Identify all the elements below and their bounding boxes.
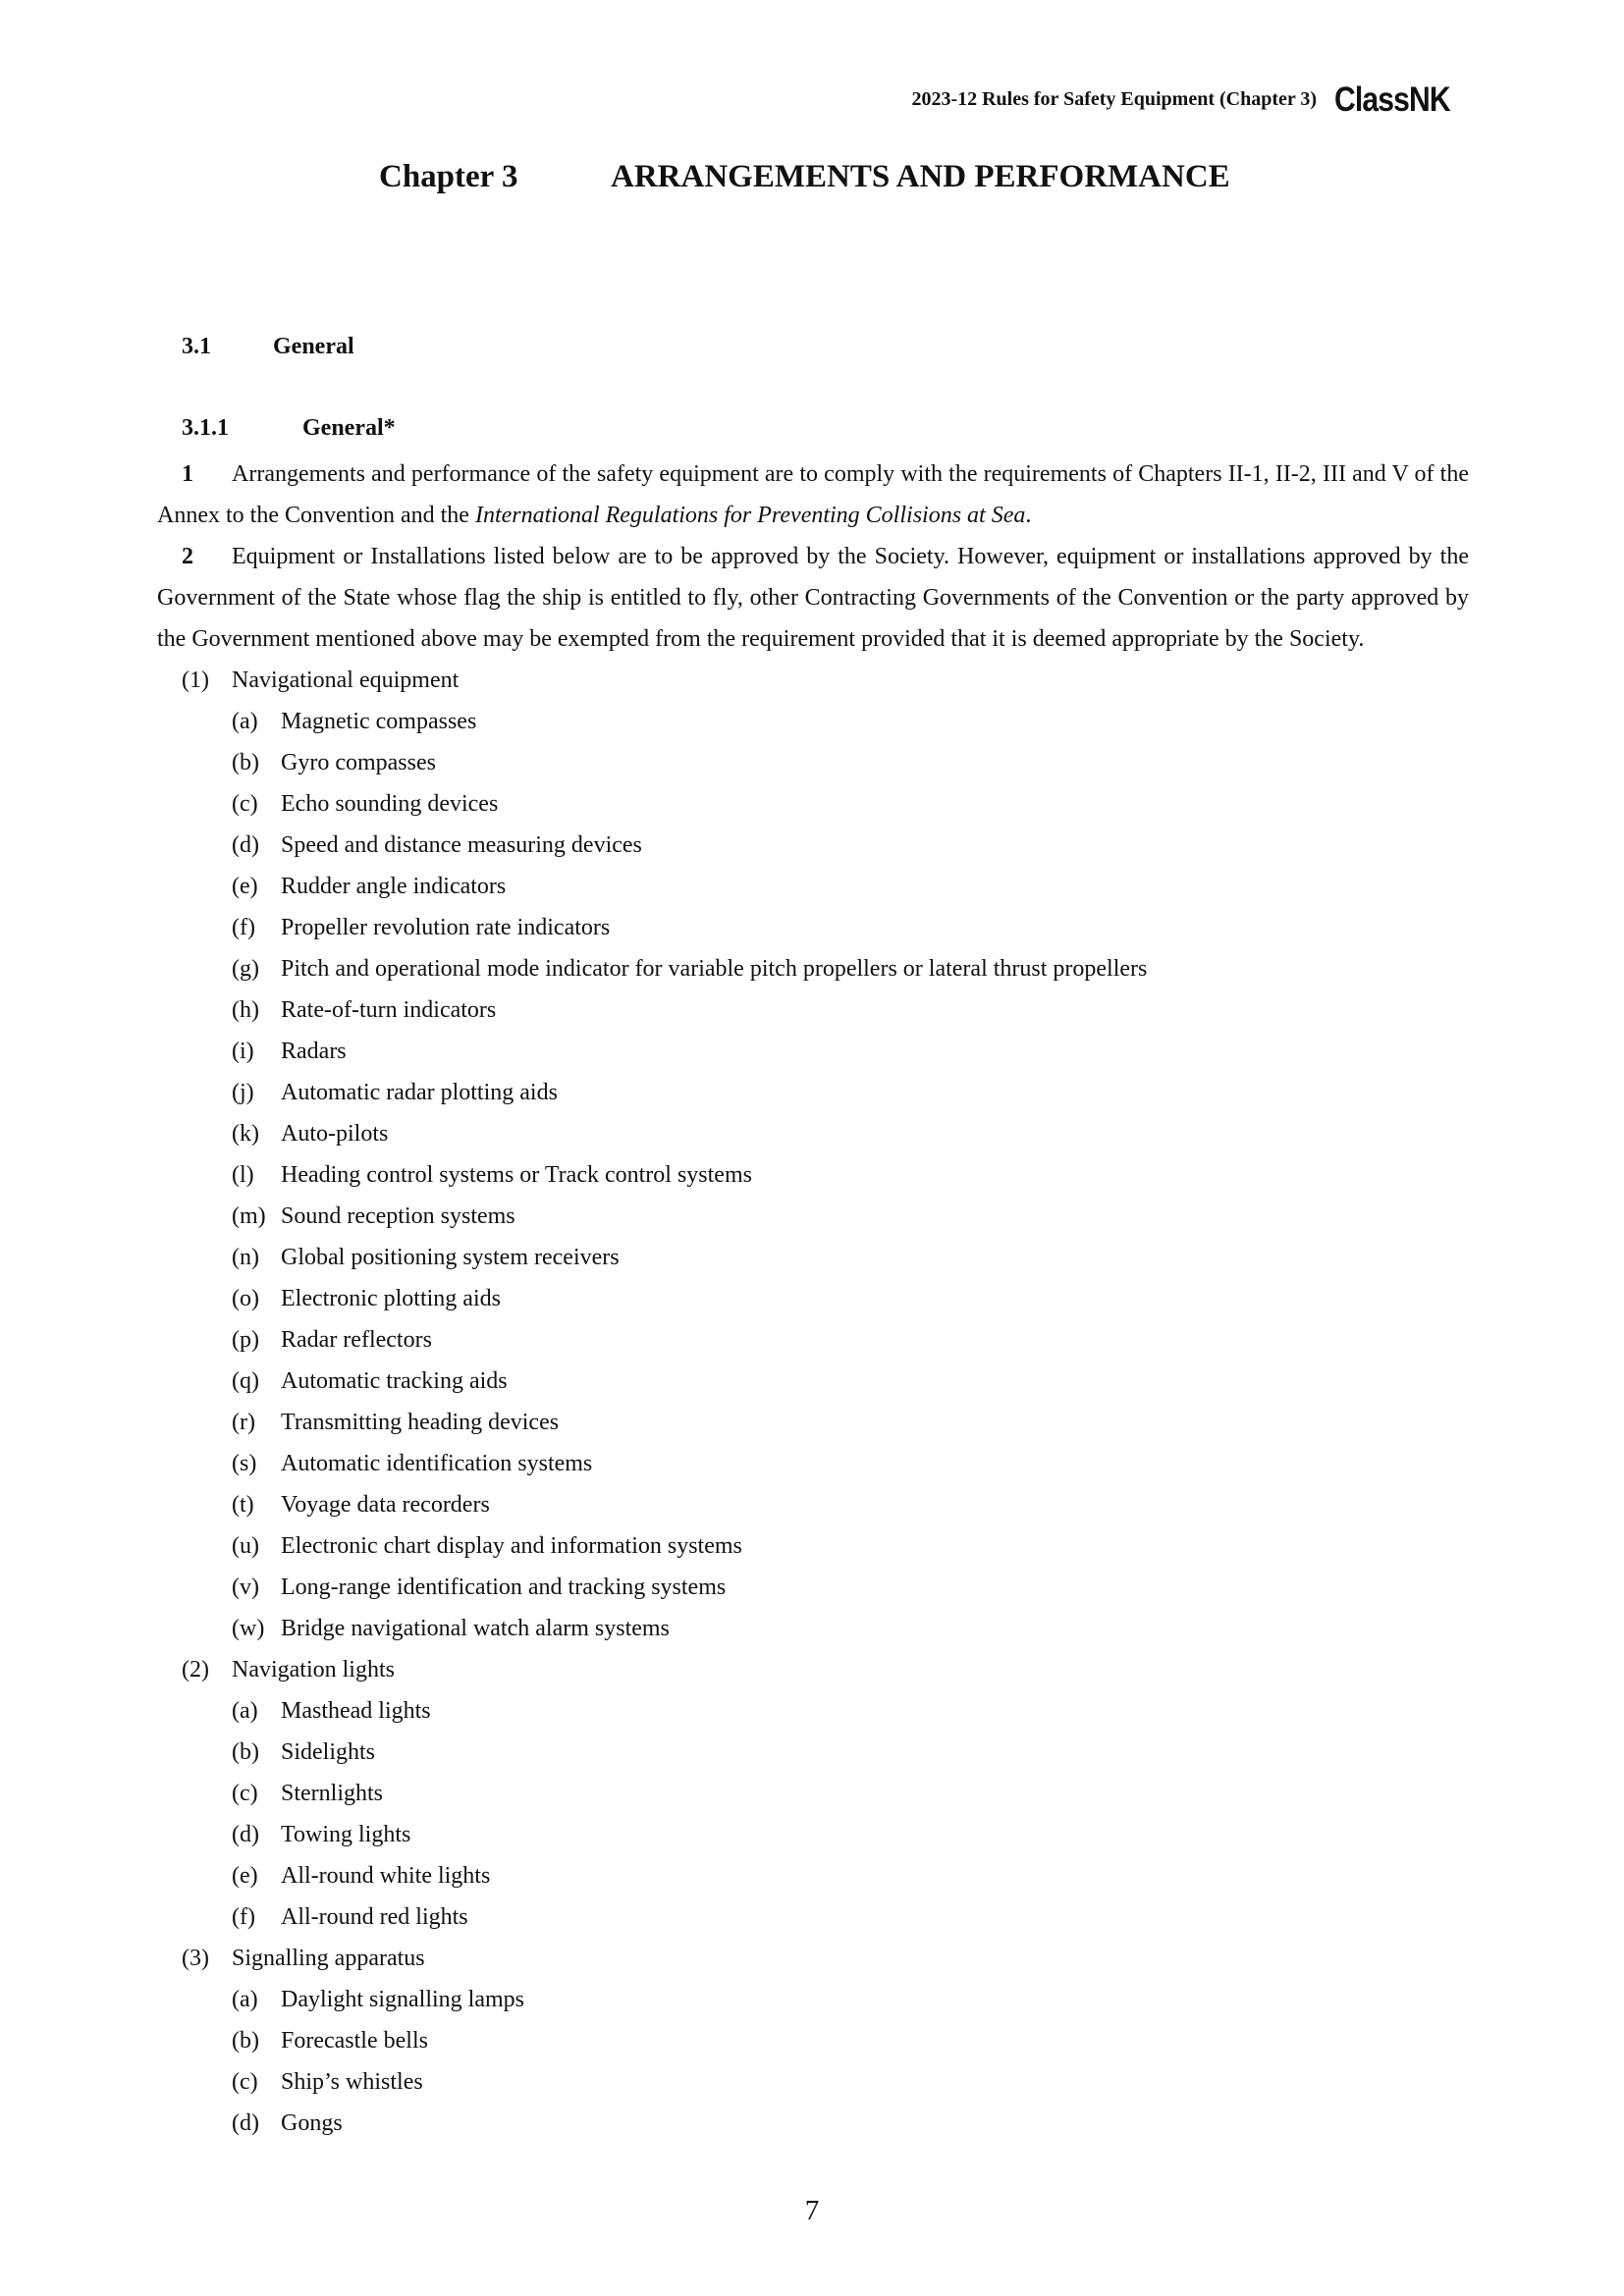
list-item-marker: (b) <box>232 1739 259 1765</box>
paragraph-tail: . <box>1025 503 1032 528</box>
list-item-label: Rate-of-turn indicators <box>281 997 497 1023</box>
list-item-marker: (e) <box>232 1863 258 1889</box>
paragraph-number: 1 <box>182 461 193 487</box>
list-item-label: Gongs <box>281 2110 343 2136</box>
list-item <box>157 2061 1469 2103</box>
list-item <box>157 1361 1469 1402</box>
list-item <box>157 1154 1469 1196</box>
list-item <box>157 825 1469 866</box>
list-item-marker: (a) <box>232 1698 258 1724</box>
list-group <box>157 1938 1469 1979</box>
list-item-label: Towing lights <box>281 1822 411 1847</box>
list-item <box>157 1814 1469 1855</box>
list-item <box>157 1443 1469 1484</box>
list-item-label: Sternlights <box>281 1781 384 1806</box>
list-group <box>157 660 1469 701</box>
list-item <box>157 1319 1469 1361</box>
list-item-label: Bridge navigational watch alarm systems <box>281 1616 670 1641</box>
list-group-marker: (1) <box>182 667 209 693</box>
list-item-label: Masthead lights <box>281 1698 431 1724</box>
list-item <box>157 1072 1469 1113</box>
list-item-marker: (c) <box>232 791 258 817</box>
list-item-label: Sidelights <box>281 1739 376 1765</box>
list-item-marker: (e) <box>232 874 258 899</box>
list-item <box>157 989 1469 1031</box>
list-item-marker: (k) <box>232 1121 259 1147</box>
list-item-label: Automatic radar plotting aids <box>281 1080 558 1105</box>
list-item-marker: (b) <box>232 2028 259 2054</box>
list-item <box>157 1896 1469 1938</box>
paragraph-text: Arrangements and performance of the safety equipment are to comply with the requirements of Chapters II-1, II-2, III and V of the Annex to the Convention and the <box>157 461 1469 528</box>
equipment-list <box>157 660 1469 2144</box>
list-item <box>157 1855 1469 1896</box>
list-item <box>157 1567 1469 1608</box>
list-item-marker: (g) <box>232 956 259 982</box>
list-item-marker: (d) <box>232 1822 259 1847</box>
list-item-label: Pitch and operational mode indicator for variable pitch propellers or lateral thrust propellers <box>281 956 1148 982</box>
list-item <box>157 1979 1469 2020</box>
subsection-heading: General* <box>302 415 396 441</box>
chapter-number: Chapter 3 <box>379 159 518 194</box>
list-item-label: Propeller revolution rate indicators <box>281 915 611 940</box>
list-item <box>157 866 1469 907</box>
chapter-heading: ARRANGEMENTS AND PERFORMANCE <box>611 159 1230 194</box>
list-item-marker: (d) <box>232 832 259 858</box>
list-item-label: All-round white lights <box>281 1863 491 1889</box>
list-item-marker: (o) <box>232 1286 259 1311</box>
section-heading: General <box>273 334 354 359</box>
paragraph-text: Equipment or Installations listed below are to be approved by the Society. However, equipment or installations approved by the Government of the State whose flag the ship is entitled to fly, other Contracting Governments of the Convention or the party approved by the Government mentioned above may be exempted from the requirement provided that it is deemed appropriate by the Society. <box>157 544 1469 652</box>
list-item-marker: (l) <box>232 1162 254 1188</box>
list-item-marker: (b) <box>232 750 259 775</box>
list-item-marker: (f) <box>232 1904 255 1930</box>
list-item-marker: (n) <box>232 1245 259 1270</box>
section-title <box>182 334 354 360</box>
list-item <box>157 742 1469 783</box>
list-item-marker: (u) <box>232 1533 259 1559</box>
list-item-label: Sound reception systems <box>281 1203 515 1229</box>
section-number: 3.1 <box>182 334 211 359</box>
list-item-label: Auto-pilots <box>281 1121 389 1147</box>
list-item-marker: (i) <box>232 1039 254 1064</box>
paragraph-italic-reference: International Regulations for Preventing Collisions at Sea <box>474 503 1026 528</box>
list-group <box>157 1649 1469 1690</box>
list-item <box>157 1690 1469 1732</box>
list-item-label: Ship’s whistles <box>281 2069 423 2095</box>
document-body <box>157 454 1469 2144</box>
list-item-marker: (a) <box>232 709 258 734</box>
list-item-label: Electronic chart display and information systems <box>281 1533 742 1559</box>
list-item-label: Speed and distance measuring devices <box>281 832 642 858</box>
list-item-marker: (d) <box>232 2110 259 2136</box>
list-item <box>157 2103 1469 2144</box>
list-item-label: Voyage data recorders <box>281 1492 490 1518</box>
list-item-label: Gyro compasses <box>281 750 436 775</box>
list-item-marker: (c) <box>232 1781 258 1806</box>
list-item-marker: (r) <box>232 1410 255 1435</box>
list-item-label: Automatic identification systems <box>281 1451 593 1476</box>
list-item <box>157 1608 1469 1649</box>
list-item <box>157 1237 1469 1278</box>
subsection-number: 3.1.1 <box>182 415 229 441</box>
list-item <box>157 1402 1469 1443</box>
classnk-logo: ClassNK <box>1334 80 1450 119</box>
list-item <box>157 1196 1469 1237</box>
page-number: 7 <box>804 2195 820 2226</box>
paragraph-1 <box>157 454 1469 536</box>
list-item <box>157 948 1469 989</box>
list-item-label: Rudder angle indicators <box>281 874 507 899</box>
list-group-label: Signalling apparatus <box>232 1946 425 1971</box>
list-item <box>157 783 1469 825</box>
list-group-marker: (2) <box>182 1657 209 1682</box>
list-item-marker: (j) <box>232 1080 254 1105</box>
list-item <box>157 1732 1469 1773</box>
chapter-title <box>379 159 1230 195</box>
paragraph-number: 2 <box>182 544 193 569</box>
list-item-marker: (m) <box>232 1203 266 1229</box>
list-item-label: Radar reflectors <box>281 1327 432 1353</box>
list-item <box>157 1113 1469 1154</box>
list-item-marker: (f) <box>232 915 255 940</box>
running-title: 2023-12 Rules for Safety Equipment (Chapter 3) <box>911 88 1318 110</box>
list-item-label: All-round red lights <box>281 1904 468 1930</box>
list-item-marker: (v) <box>232 1575 259 1600</box>
list-item-label: Magnetic compasses <box>281 709 477 734</box>
list-item-label: Global positioning system receivers <box>281 1245 620 1270</box>
list-item-label: Long-range identification and tracking systems <box>281 1575 727 1600</box>
list-group-label: Navigation lights <box>232 1657 395 1682</box>
list-item <box>157 1278 1469 1319</box>
list-item <box>157 1031 1469 1072</box>
list-item <box>157 1525 1469 1567</box>
list-item-label: Daylight signalling lamps <box>281 1987 524 2012</box>
list-item <box>157 701 1469 742</box>
list-item-marker: (t) <box>232 1492 254 1518</box>
list-item <box>157 2020 1469 2061</box>
list-item-marker: (h) <box>232 997 259 1023</box>
list-item-marker: (q) <box>232 1368 259 1394</box>
list-item-marker: (s) <box>232 1451 257 1476</box>
list-item-label: Heading control systems or Track control systems <box>281 1162 752 1188</box>
list-item <box>157 907 1469 948</box>
list-group-marker: (3) <box>182 1946 209 1971</box>
list-item-label: Echo sounding devices <box>281 791 499 817</box>
list-item <box>157 1484 1469 1525</box>
list-item-label: Forecastle bells <box>281 2028 428 2054</box>
list-item-marker: (p) <box>232 1327 259 1353</box>
list-item <box>157 1773 1469 1814</box>
list-item-label: Automatic tracking aids <box>281 1368 508 1394</box>
list-item-label: Electronic plotting aids <box>281 1286 501 1311</box>
list-item-label: Transmitting heading devices <box>281 1410 560 1435</box>
list-item-label: Radars <box>281 1039 347 1064</box>
list-item-marker: (a) <box>232 1987 258 2012</box>
paragraph-2 <box>157 536 1469 660</box>
list-item-marker: (w) <box>232 1616 265 1641</box>
list-item-marker: (c) <box>232 2069 258 2095</box>
list-group-label: Navigational equipment <box>232 667 460 693</box>
subsection-title <box>182 415 396 442</box>
page-header <box>911 82 1469 117</box>
